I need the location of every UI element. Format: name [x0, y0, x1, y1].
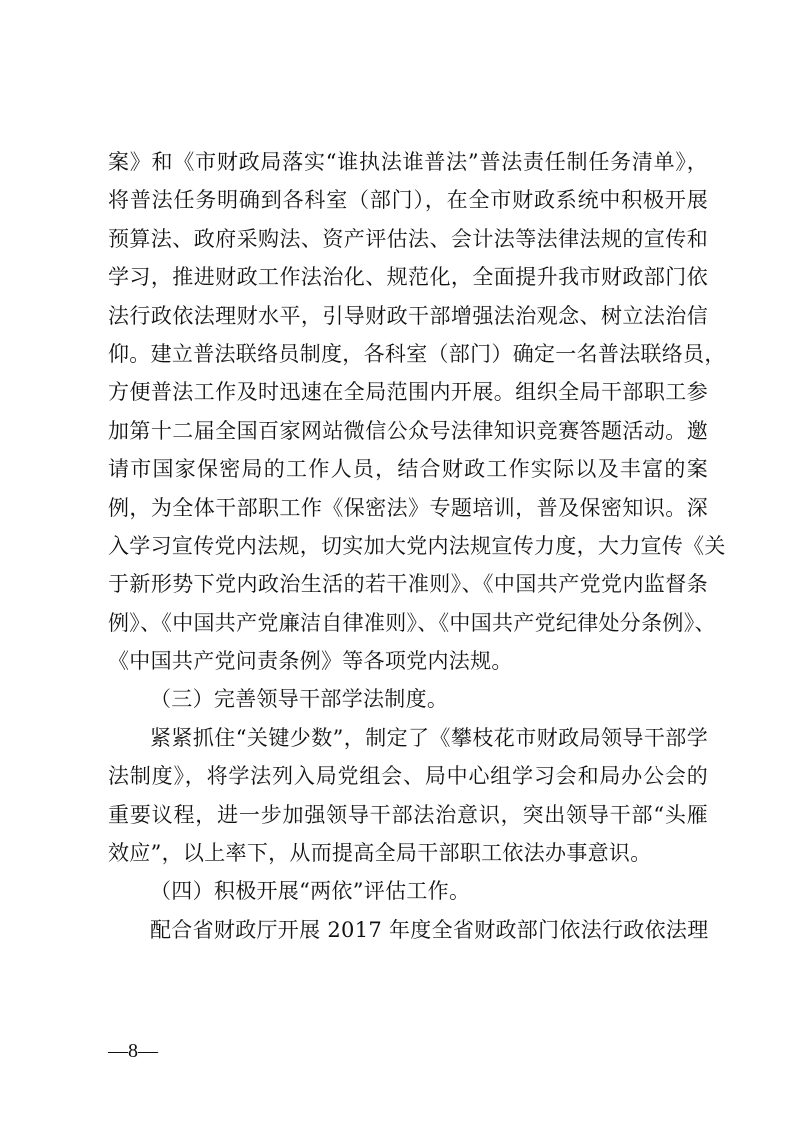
- paragraph-line: 预算法、政府采购法、资产评估法、会计法等法律法规的宣传和: [108, 226, 708, 251]
- paragraph-line: 学习，推进财政工作法治化、规范化，全面提升我市财政部门依: [108, 265, 708, 290]
- paragraph-line: 请市国家保密局的工作人员，结合财政工作实际以及丰富的案: [108, 457, 708, 482]
- paragraph-line: 例》、《中国共产党廉洁自律准则》、《中国共产党纪律处分条例》、: [108, 610, 716, 635]
- paragraph-line: 法行政依法理财水平，引导财政干部增强法治观念、树立法治信: [108, 303, 708, 328]
- paragraph-line: 案》和《市财政局落实“谁执法谁普法”普法责任制任务清单》，: [108, 150, 708, 174]
- section-heading-3: （三）完善领导干部学法制度。: [150, 687, 449, 712]
- paragraph-line: 例，为全体干部职工作《保密法》专题培训，普及保密知识。深: [108, 495, 708, 520]
- page-number: —8—: [108, 1040, 158, 1062]
- paragraph-line: 重要议程，进一步加强领导干部法治意识，突出领导干部“头雁: [108, 802, 708, 827]
- paragraph-line: 《中国共产党问责条例》等各项党内法规。: [108, 649, 513, 674]
- paragraph-line: 配合省财政厅开展 2017 年度全省财政部门依法行政依法理: [150, 917, 709, 942]
- paragraph-line: 法制度》，将学法列入局党组会、局中心组学习会和局办公会的: [108, 764, 708, 789]
- paragraph-line: 仰。建立普法联络员制度，各科室（部门）确定一名普法联络员，: [108, 341, 726, 366]
- paragraph-line: 效应”，以上率下，从而提高全局干部职工依法办事意识。: [108, 841, 652, 866]
- section-heading-4: （四）积极开展“两依”评估工作。: [150, 879, 471, 904]
- paragraph-line: 于新形势下党内政治生活的若干准则》、《中国共产党党内监督条: [108, 572, 708, 597]
- paragraph-line: 方便普法工作及时迅速在全局范围内开展。组织全局干部职工参: [108, 380, 708, 405]
- paragraph-line: 加第十二届全国百家网站微信公众号法律知识竞赛答题活动。邀: [108, 418, 708, 443]
- paragraph-line: 将普法任务明确到各科室（部门），在全市财政系统中积极开展: [108, 188, 708, 213]
- paragraph-line: 紧紧抓住“关键少数”，制定了《攀枝花市财政局领导干部学: [150, 725, 708, 750]
- document-body: [108, 143, 726, 949]
- paragraph-line: 入学习宣传党内法规，切实加大党内法规宣传力度，大力宣传《关: [108, 533, 726, 558]
